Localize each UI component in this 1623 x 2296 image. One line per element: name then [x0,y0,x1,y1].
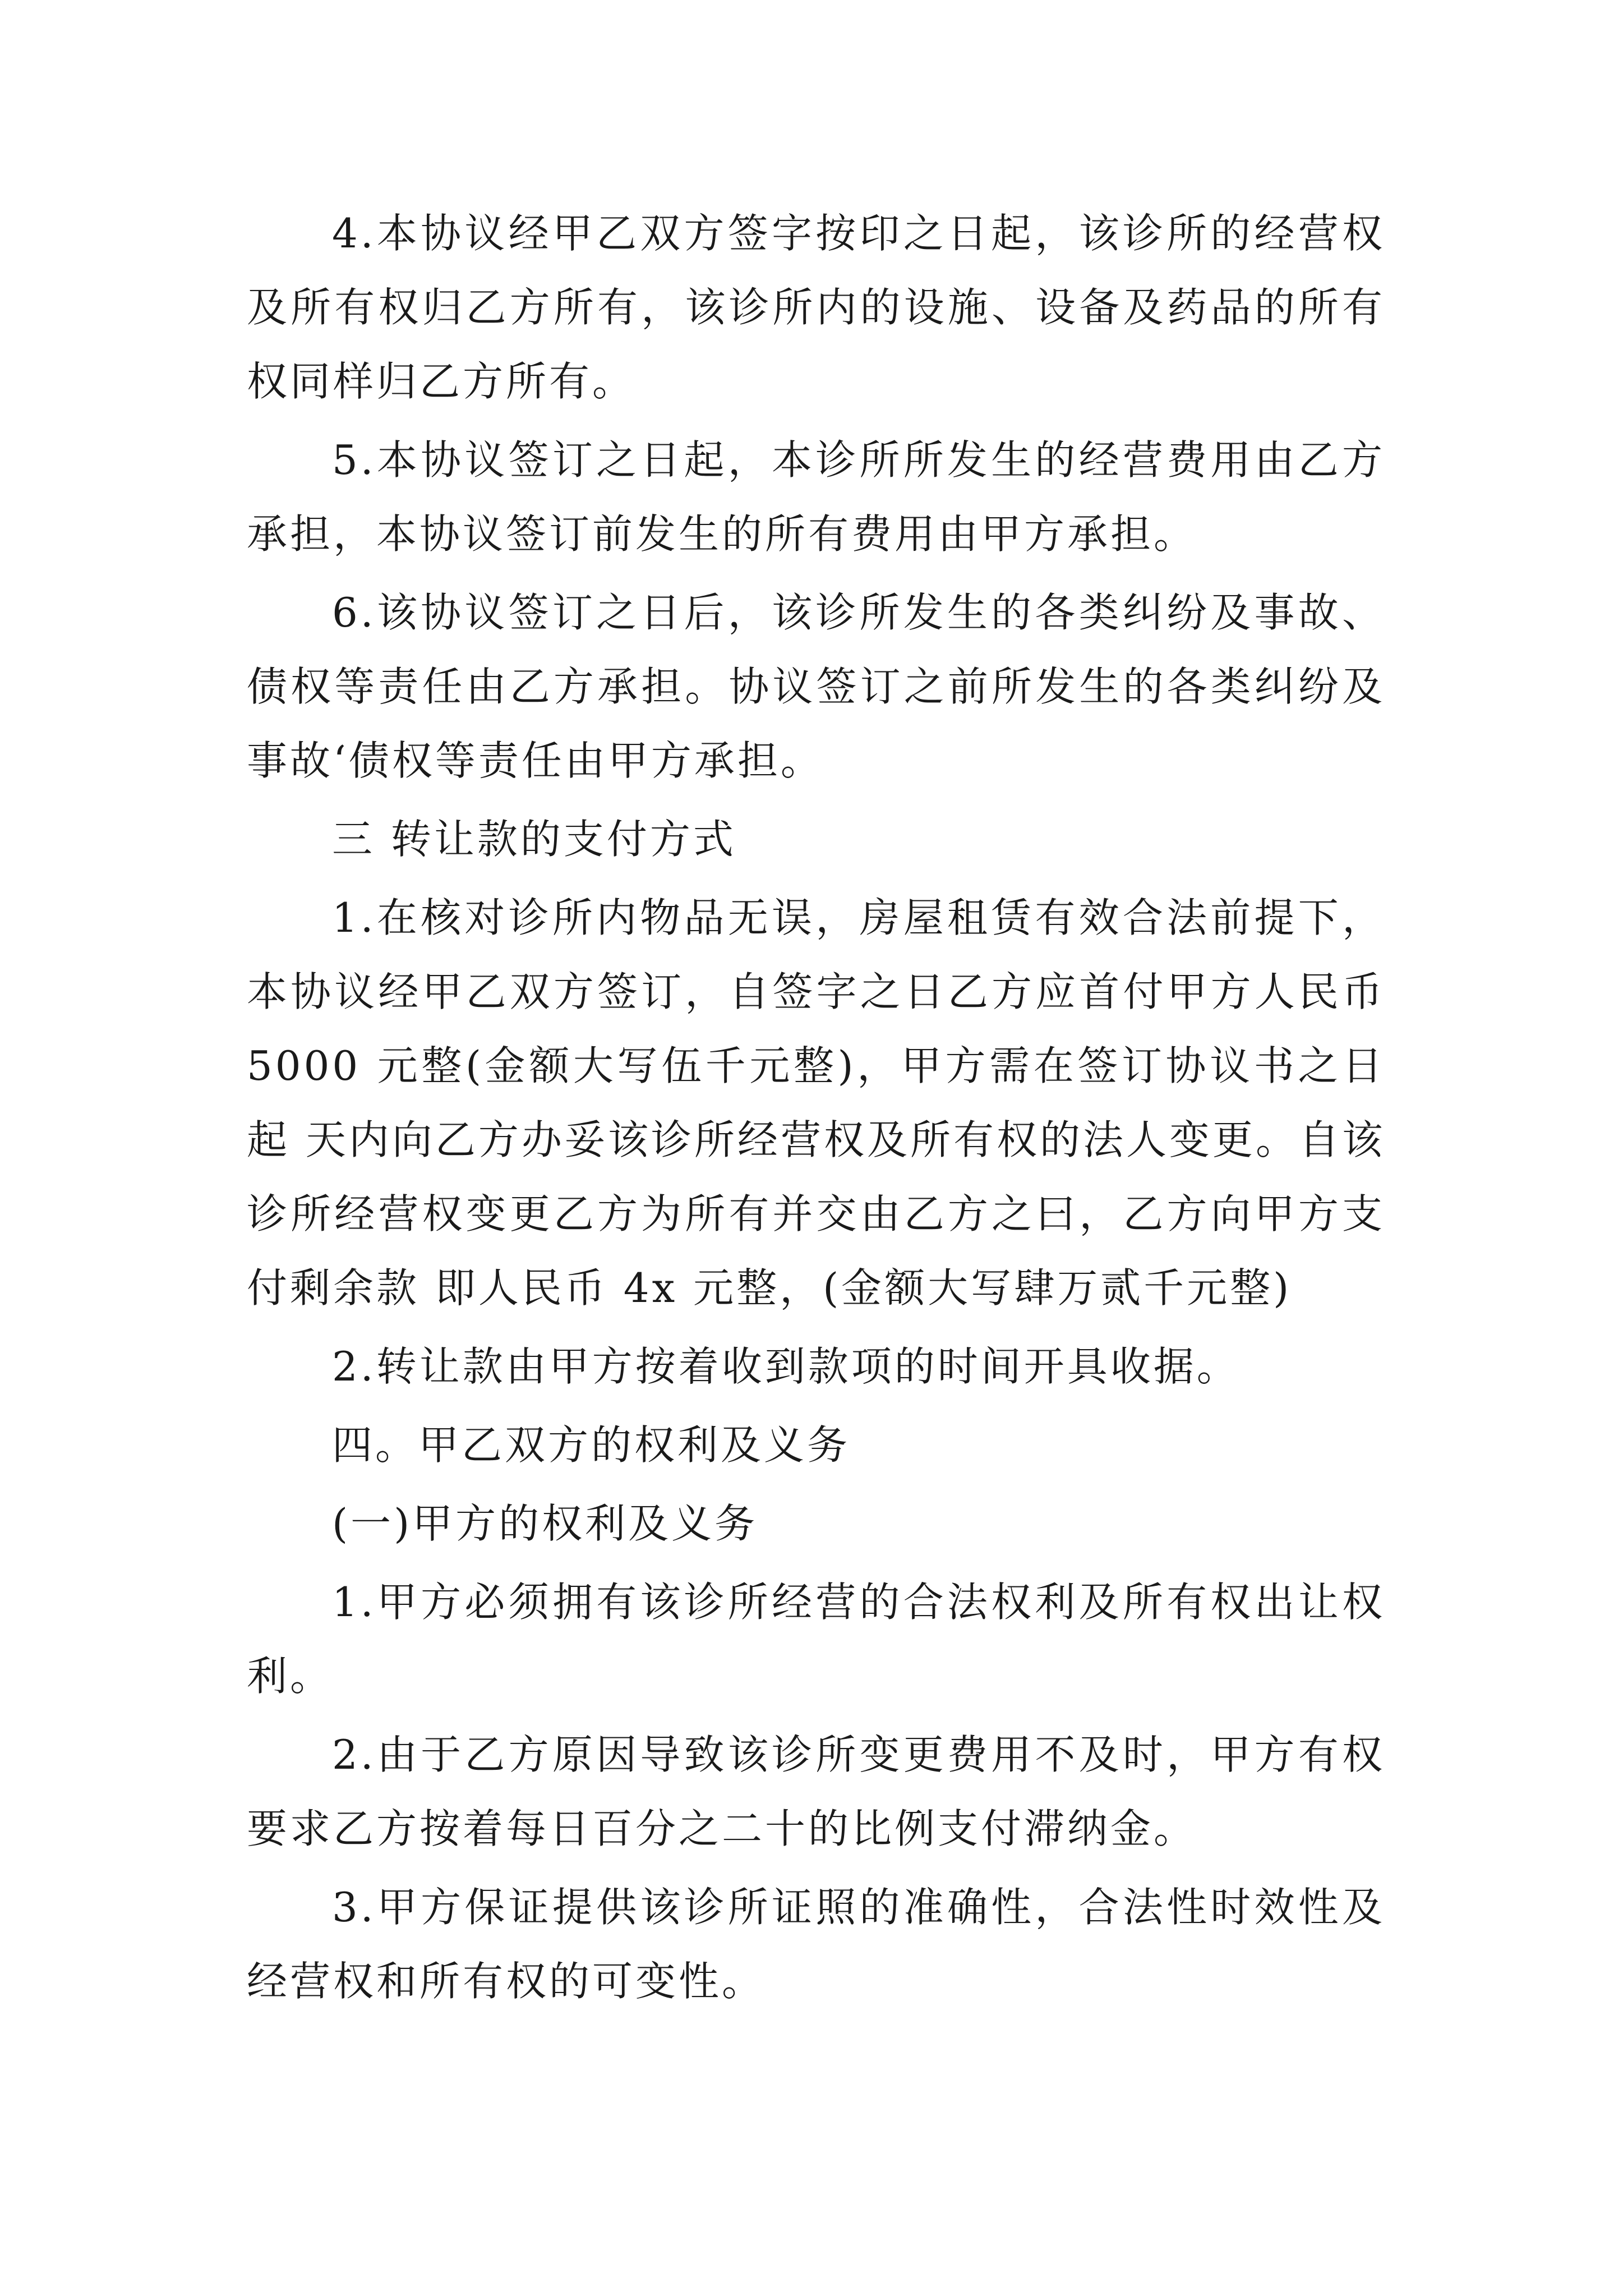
paragraph-payment-1: 1.在核对诊所内物品无误，房屋租赁有效合法前提下，本协议经甲乙双方签订，自签字之日乙方应首付甲方人民币5000 元整(金额大写伍千元整)，甲方需在签订协议书之日起 天内向乙方办妥该诊所经营权及所有权的法人变更。自该诊所经营权变更乙方为所有并交由乙方之曰，乙方向甲方支付剩余款 即人民币 4x 元整，(金额大写肆万贰千元整) [247,894,1385,1312]
paragraph-clause-5: 5.本协议签订之日起，本诊所所发生的经营费用由乙方承担，本协议签订前发生的所有费用由甲方承担。 [247,436,1385,558]
paragraph-clause-4: 4.本协议经甲乙双方签字按印之日起，该诊所的经营权及所有权归乙方所有，该诊所内的设施、设备及药品的所有权同样归乙方所有。 [247,210,1385,405]
subsection-heading-party-a: (一)甲方的权利及义务 [332,1500,758,1547]
paragraph-payment-2: 2.转让款由甲方按着收到款项的时间开具收据。 [332,1343,1240,1390]
paragraph-party-a-2: 2.由于乙方原因导致该诊所变更费用不及时，甲方有权要求乙方按着每日百分之二十的比例支付滞纳金。 [247,1731,1385,1852]
section-heading-rights: 四。甲乙双方的权利及义务 [332,1421,851,1469]
document-body [247,196,1385,2023]
paragraph-party-a-1: 1.甲方必须拥有该诊所经营的合法权利及所有权出让权利。 [247,1579,1385,1700]
paragraph-party-a-3: 3.甲方保证提供该诊所证照的准确性，合法性时效性及经营权和所有权的可变性。 [247,1884,1385,2005]
paragraph-clause-6: 6.该协议签订之日后，该诊所发生的各类纠纷及事故、债权等责任由乙方承担。协议签订之前所发生的各类纠纷及事故‘债权等责任由甲方承担。 [247,589,1385,784]
section-heading-payment: 三 转让款的支付方式 [332,816,736,863]
